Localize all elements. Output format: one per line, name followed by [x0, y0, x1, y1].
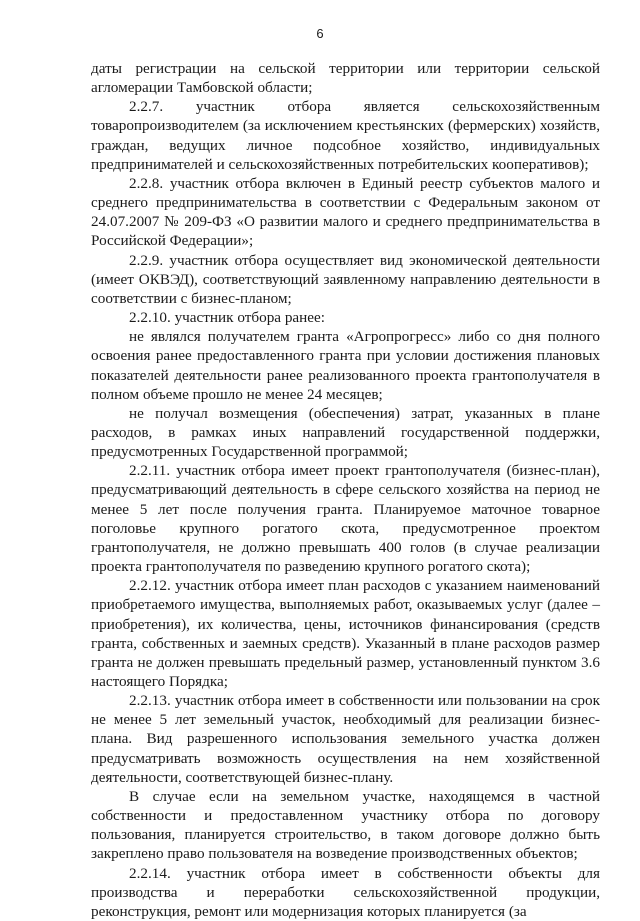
- page-number: 6: [316, 26, 324, 41]
- paragraph-continuation: даты регистрации на сельской территории или территории сельской агломерации Тамбовской области;: [91, 60, 600, 97]
- paragraph-2-2-12: 2.2.12. участник отбора имеет план расходов с указанием наименований приобретаемого имущества, выполняемых работ, оказываемых услуг (далее – приобретения), их количества, цены, источников финансирования (средств гранта, собственных и заемных средств). Указанный в плане расходов размер гранта не должен превышать предельный размер, установленный пунктом 3.6 настоящего Порядка;: [91, 577, 600, 690]
- paragraph-2-2-7: 2.2.7. участник отбора является сельскохозяйственным товаропроизводителем (за исключением крестьянских (фермерских) хозяйств, граждан, ведущих личное подсобное хозяйство, индивидуальных предпринимателей и сельскохозяйственных потребительских кооперативов);: [91, 98, 600, 173]
- paragraph-2-2-14: 2.2.14. участник отбора имеет в собственности объекты для производства и переработки сельскохозяйственной продукции, реконструкция, ремонт или модернизация которых планируется (за: [91, 864, 600, 920]
- paragraph-2-2-11: 2.2.11. участник отбора имеет проект грантополучателя (бизнес-план), предусматривающий деятельность в сфере сельского хозяйства на период не менее 5 лет после получения гранта. Планируемое маточное товарное поголовье крупного рогатого скота, предусмотренное проектом грантополучателя, не должно превышать 400 голов (в случае реализации проекта грантополучателя по разведению крупного рогатого скота);: [91, 462, 600, 576]
- paragraph-2-2-8: 2.2.8. участник отбора включен в Единый реестр субъектов малого и среднего предпринимательства в соответствии с Федеральным законом от 24.07.2007 № 209-ФЗ «О развитии малого и среднего предпринимательства в Российской Федерации»;: [91, 174, 600, 250]
- paragraph-2-2-10-item-1: не являлся получателем гранта «Агропрогресс» либо со дня полного освоения ранее предоставленного гранта при условии достижения плановых показателей деятельности ранее реализованного проекта грантополучателя в полном объеме прошло не менее 24 месяцев;: [91, 328, 600, 403]
- document-body: [91, 59, 600, 921]
- paragraph-2-2-10-item-2: не получал возмещения (обеспечения) затрат, указанных в плане расходов, в рамках иных направлений государственной поддержки, предусмотренных Государственной программой;: [91, 404, 600, 461]
- paragraph-2-2-9: 2.2.9. участник отбора осуществляет вид экономической деятельности (имеет ОКВЭД), соответствующий заявленному направлению деятельности в соответствии с бизнес-планом;: [91, 251, 600, 307]
- paragraph-2-2-13: 2.2.13. участник отбора имеет в собственности или пользовании на срок не менее 5 лет земельный участок, необходимый для реализации бизнес-плана. Вид разрешенного использования земельного участка должен предусматривать возможность осуществления на нем хозяйственной деятельности, соответствующей бизнес-плану.: [91, 692, 600, 786]
- paragraph-2-2-10: 2.2.10. участник отбора ранее:: [129, 309, 325, 327]
- paragraph-2-2-13-note: В случае если на земельном участке, находящемся в частной собственности и предоставленном участнику отбора по договору пользования, планируется строительство, в таком договоре должно быть закреплено право пользователя на возведение производственных объектов;: [91, 787, 600, 863]
